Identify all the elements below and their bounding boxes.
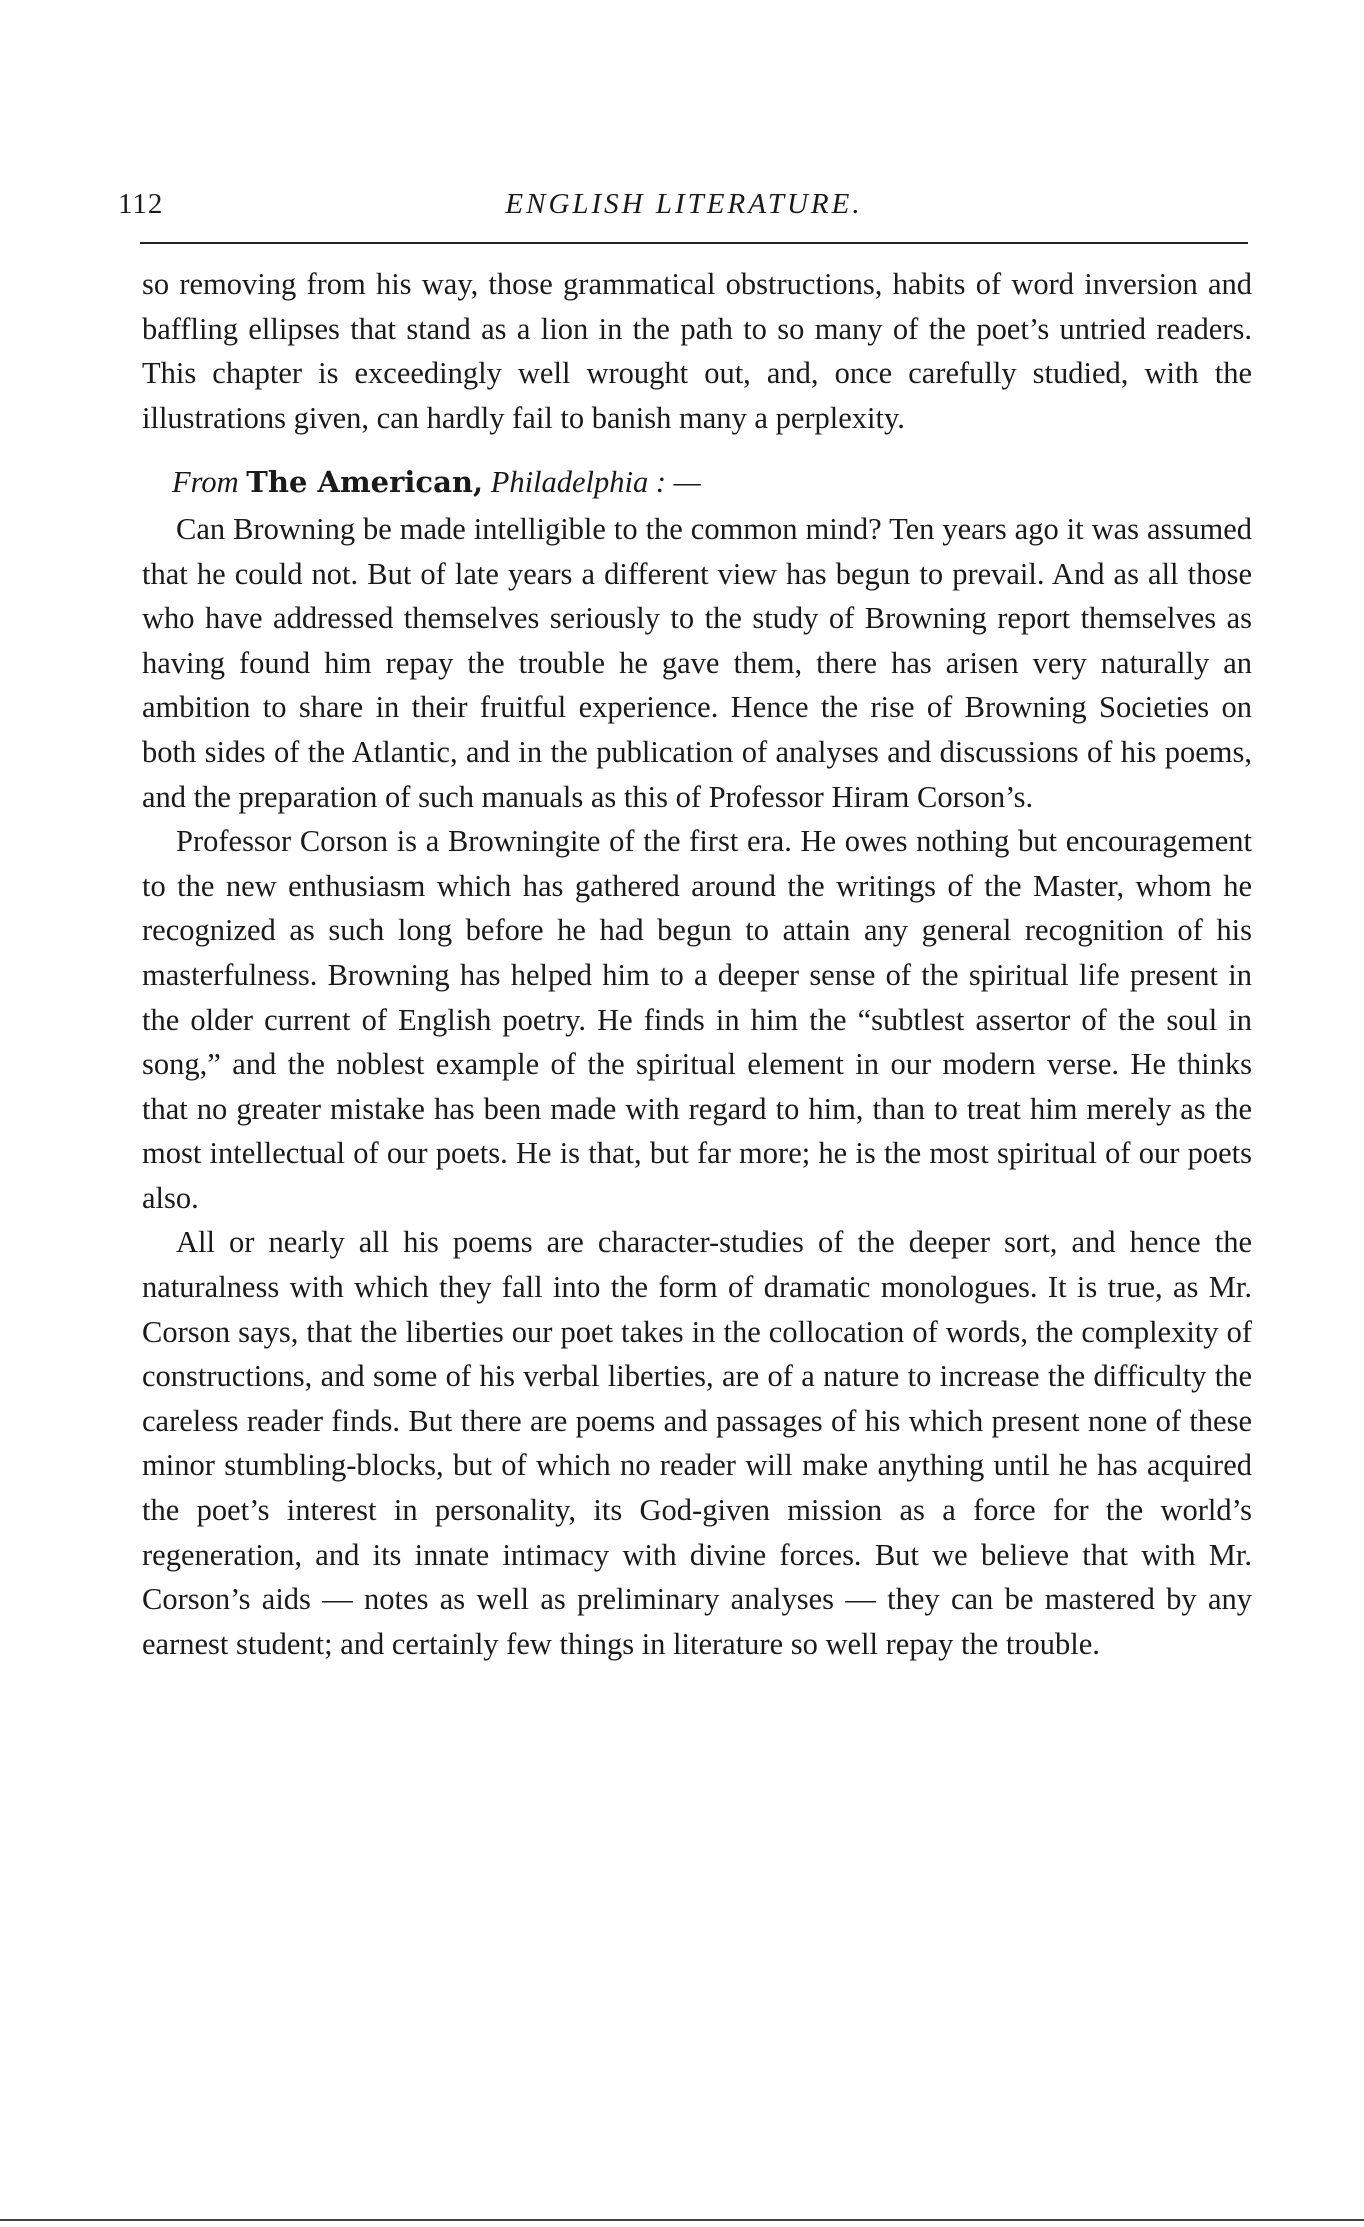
source-city: Philadelphia : — [490, 465, 701, 500]
running-head [118, 188, 1250, 228]
paragraph-corson-browningite: Professor Corson is a Browningite of the first era. He owes nothing but encouragement to the new enthusiasm which has gathered around the writings of the Master, whom he recognized as such long before he had begun to attain any general recognition of his masterfulness. Browning has helped him to a deeper sense of the spiritual life present in the older current of English poetry. He finds in him the “subtlest assertor of the soul in song,” and the noblest example of the spiritual element in our modern verse. He thinks that no greater mistake has been made with regard to him, than to treat him merely as the most intellectual of our poets. He is that, but far more; he is the most spiritual of our poets also. [142, 824, 1252, 1215]
paragraph-browning-intelligible: Can Browning be made intelligible to the common mind? Ten years ago it was assumed that he could not. But of late years a different view has begun to prevail. And as all those who have addressed themselves seriously to the study of Browning report themselves as having found him repay the trouble he gave them, there has arisen very naturally an ambition to share in their fruitful experience. Hence the rise of Browning Societies on both sides of the Atlantic, and in the publication of analyses and discussions of his poems, and the preparation of such manuals as this of Professor Hiram Corson’s. [142, 511, 1252, 814]
paragraph-character-studies: All or nearly all his poems are character-studies of the deeper sort, and hence the naturalness with which they fall into the form of dramatic monologues. It is true, as Mr. Corson says, that the liberties our poet takes in the collocation of words, the complexity of constructions, and some of his verbal liberties, are of a nature to increase the difficulty the careless reader finds. But there are poems and passages of his which present none of these minor stumbling-blocks, but of which no reader will make anything until he has acquired the poet’s interest in personality, its God-given mission as a force for the world’s regeneration, and its innate intimacy with divine forces. But we believe that with Mr. Corson’s aids — notes as well as preliminary analyses — they can be mastered by any earnest student; and certainly few things in literature so well repay the trouble. [142, 1225, 1252, 1661]
source-attribution [142, 460, 1252, 505]
page-number: 112 [118, 188, 164, 220]
body-text [142, 262, 1252, 1666]
source-publication: The American, [246, 465, 484, 500]
source-from: From [172, 465, 239, 500]
page-bottom-edge [0, 2219, 1364, 2221]
paragraph-continuation: so removing from his way, those grammatical obstructions, habits of word inversion and baffling ellipses that stand as a lion in the path to so many of the poet’s untried readers. This chapter is exceedingly well wrought out, and, once carefully studied, with the illustrations given, can hardly fail to banish many a perplexity. [142, 267, 1252, 435]
running-title: ENGLISH LITERATURE. [505, 188, 863, 220]
header-rule [140, 242, 1248, 244]
